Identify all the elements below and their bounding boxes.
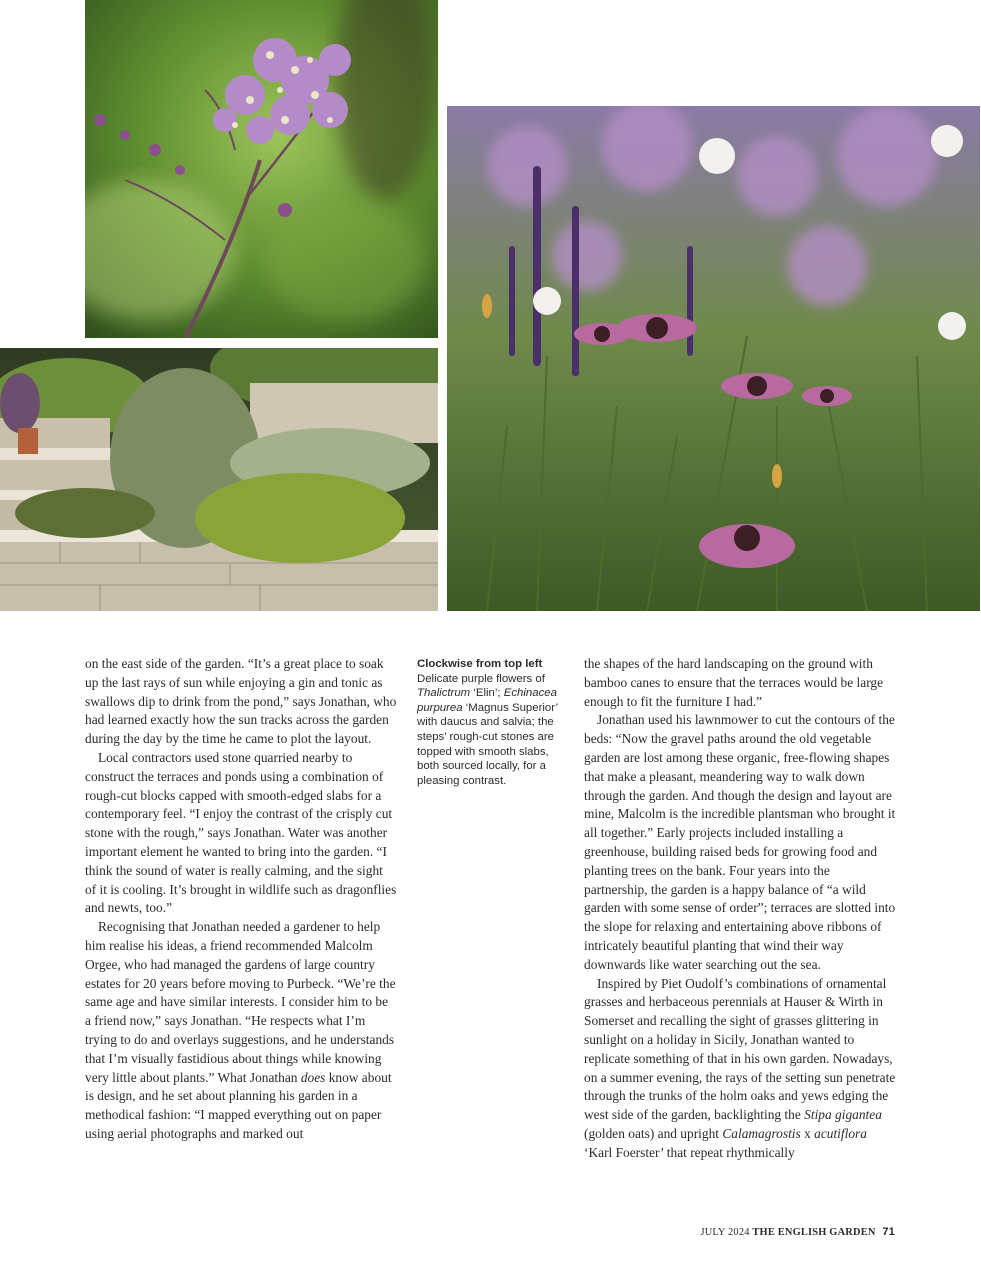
text-run: (golden oats) and upright [584,1125,723,1141]
text-plant-name: acutiflora [814,1125,867,1141]
photo-thalictrum [85,0,438,338]
paragraph: Jonathan used his lawnmower to cut the contours of the beds: “Now the gravel paths around the old vegetable garden are lost among these organic, free-flowing shapes that make a pleasant, meandering way to walk down through the garden. And though the design and layout are mine, Malcolm is the incredible plantsman who brought it all together.” Early projects included installing a greenhouse, building raised beds for growing food and planting trees on the bank. Four years into the partnership, the garden is a happy balance of “a wild garden with some sense of order”; terraces are slotted into the slope for relaxing and entertaining above ribbons of intricately beautiful planting that wind their way downwards like water searching out the sea. [584,712,896,972]
body-column-left [85,655,397,1144]
body-column-right [584,655,896,1163]
page-number: 71 [882,1226,895,1238]
text-plant-name: Calamagrostis [722,1125,801,1141]
caption-plant-name: Echinacea purpurea [417,687,557,714]
photo-caption [417,657,562,788]
photo-terraces [0,348,438,611]
footer-date: JULY 2024 [700,1227,750,1238]
paragraph: Local contractors used stone quarried nearby to construct the terraces and ponds using a combination of rough-cut blocks capped with smooth-edged slabs for a contemporary feel. “I enjoy the contrast of the crisply cut stone with the rough,” says Jonathan. Water was another important element he wanted to bring into the garden. “I think the sound of water is really calming, and the sight of it is cooling. It’s brought in wildlife such as dragonflies and newts, too.” [85,749,397,916]
caption-title: Clockwise from top left [417,658,543,670]
caption-plant-name: Thalictrum [417,687,471,700]
text-run: know about is design, and he set about planning his garden in a methodical fashion: “I mapped everything out on paper using aerial photographs and marked out [85,1069,392,1141]
text-run: x [800,1125,815,1141]
text-plant-name: Stipa gigantea [804,1107,882,1123]
terraces-image [0,348,438,611]
paragraph [85,918,397,1144]
text-emphasis: does [300,1069,326,1085]
text-run: Recognising that Jonathan needed a gardener to help him realise his ideas, a friend recommended Malcolm Orgee, who had managed the gardens of large country estates for 20 years before moving to Purbeck. “We’re the same age and have similar interests. I consider him to be a friend now,” says Jonathan. “He respects what I’m trying to do and overlays suggestions, and he understands that I’m visually fastidious about things while knowing very little about plants.” What Jonathan [85,919,396,1085]
footer-magazine-title: THE ENGLISH GARDEN [752,1227,876,1238]
photo-echinacea [447,106,980,611]
paragraph: on the east side of the garden. “It’s a great place to soak up the last rays of sun while enjoying a gin and tonic as swallows dip to drink from the pond,” says Jonathan, who had learned exactly how the sun tracks across the garden during the day by the time he came to plot the layout. [85,656,397,747]
paragraph: the shapes of the hard landscaping on the ground with bamboo canes to ensure that the terraces would be large enough to fit the furniture I had.” [584,656,884,709]
caption-text: Delicate purple flowers of [417,672,545,685]
caption-text: ‘Elin’; [470,687,504,700]
caption-text: ‘Magnus Superior’ with daucus and salvia; the steps’ rough-cut stones are topped with smooth slabs, both sourced locally, for a pleasing contrast. [417,701,558,787]
text-run: ‘Karl Foerster’ that repeat rhythmically [584,1144,795,1160]
page-footer [700,1226,895,1238]
text-run: Inspired by Piet Oudolf’s combinations of ornamental grasses and herbaceous perennials at Hauser & Wirth in Somerset and recalling the sight of grasses glittering in sunlight on a holiday in Sicily, Jonathan wanted to replicate something of that in his own garden. Nowadays, on a summer evening, the rays of the setting sun penetrate through the trunks of the holm oaks and yews edging the west side of the garden, backlighting the [584,975,896,1123]
thalictrum-image [85,0,438,338]
paragraph [584,975,896,1163]
echinacea-image [447,106,980,611]
